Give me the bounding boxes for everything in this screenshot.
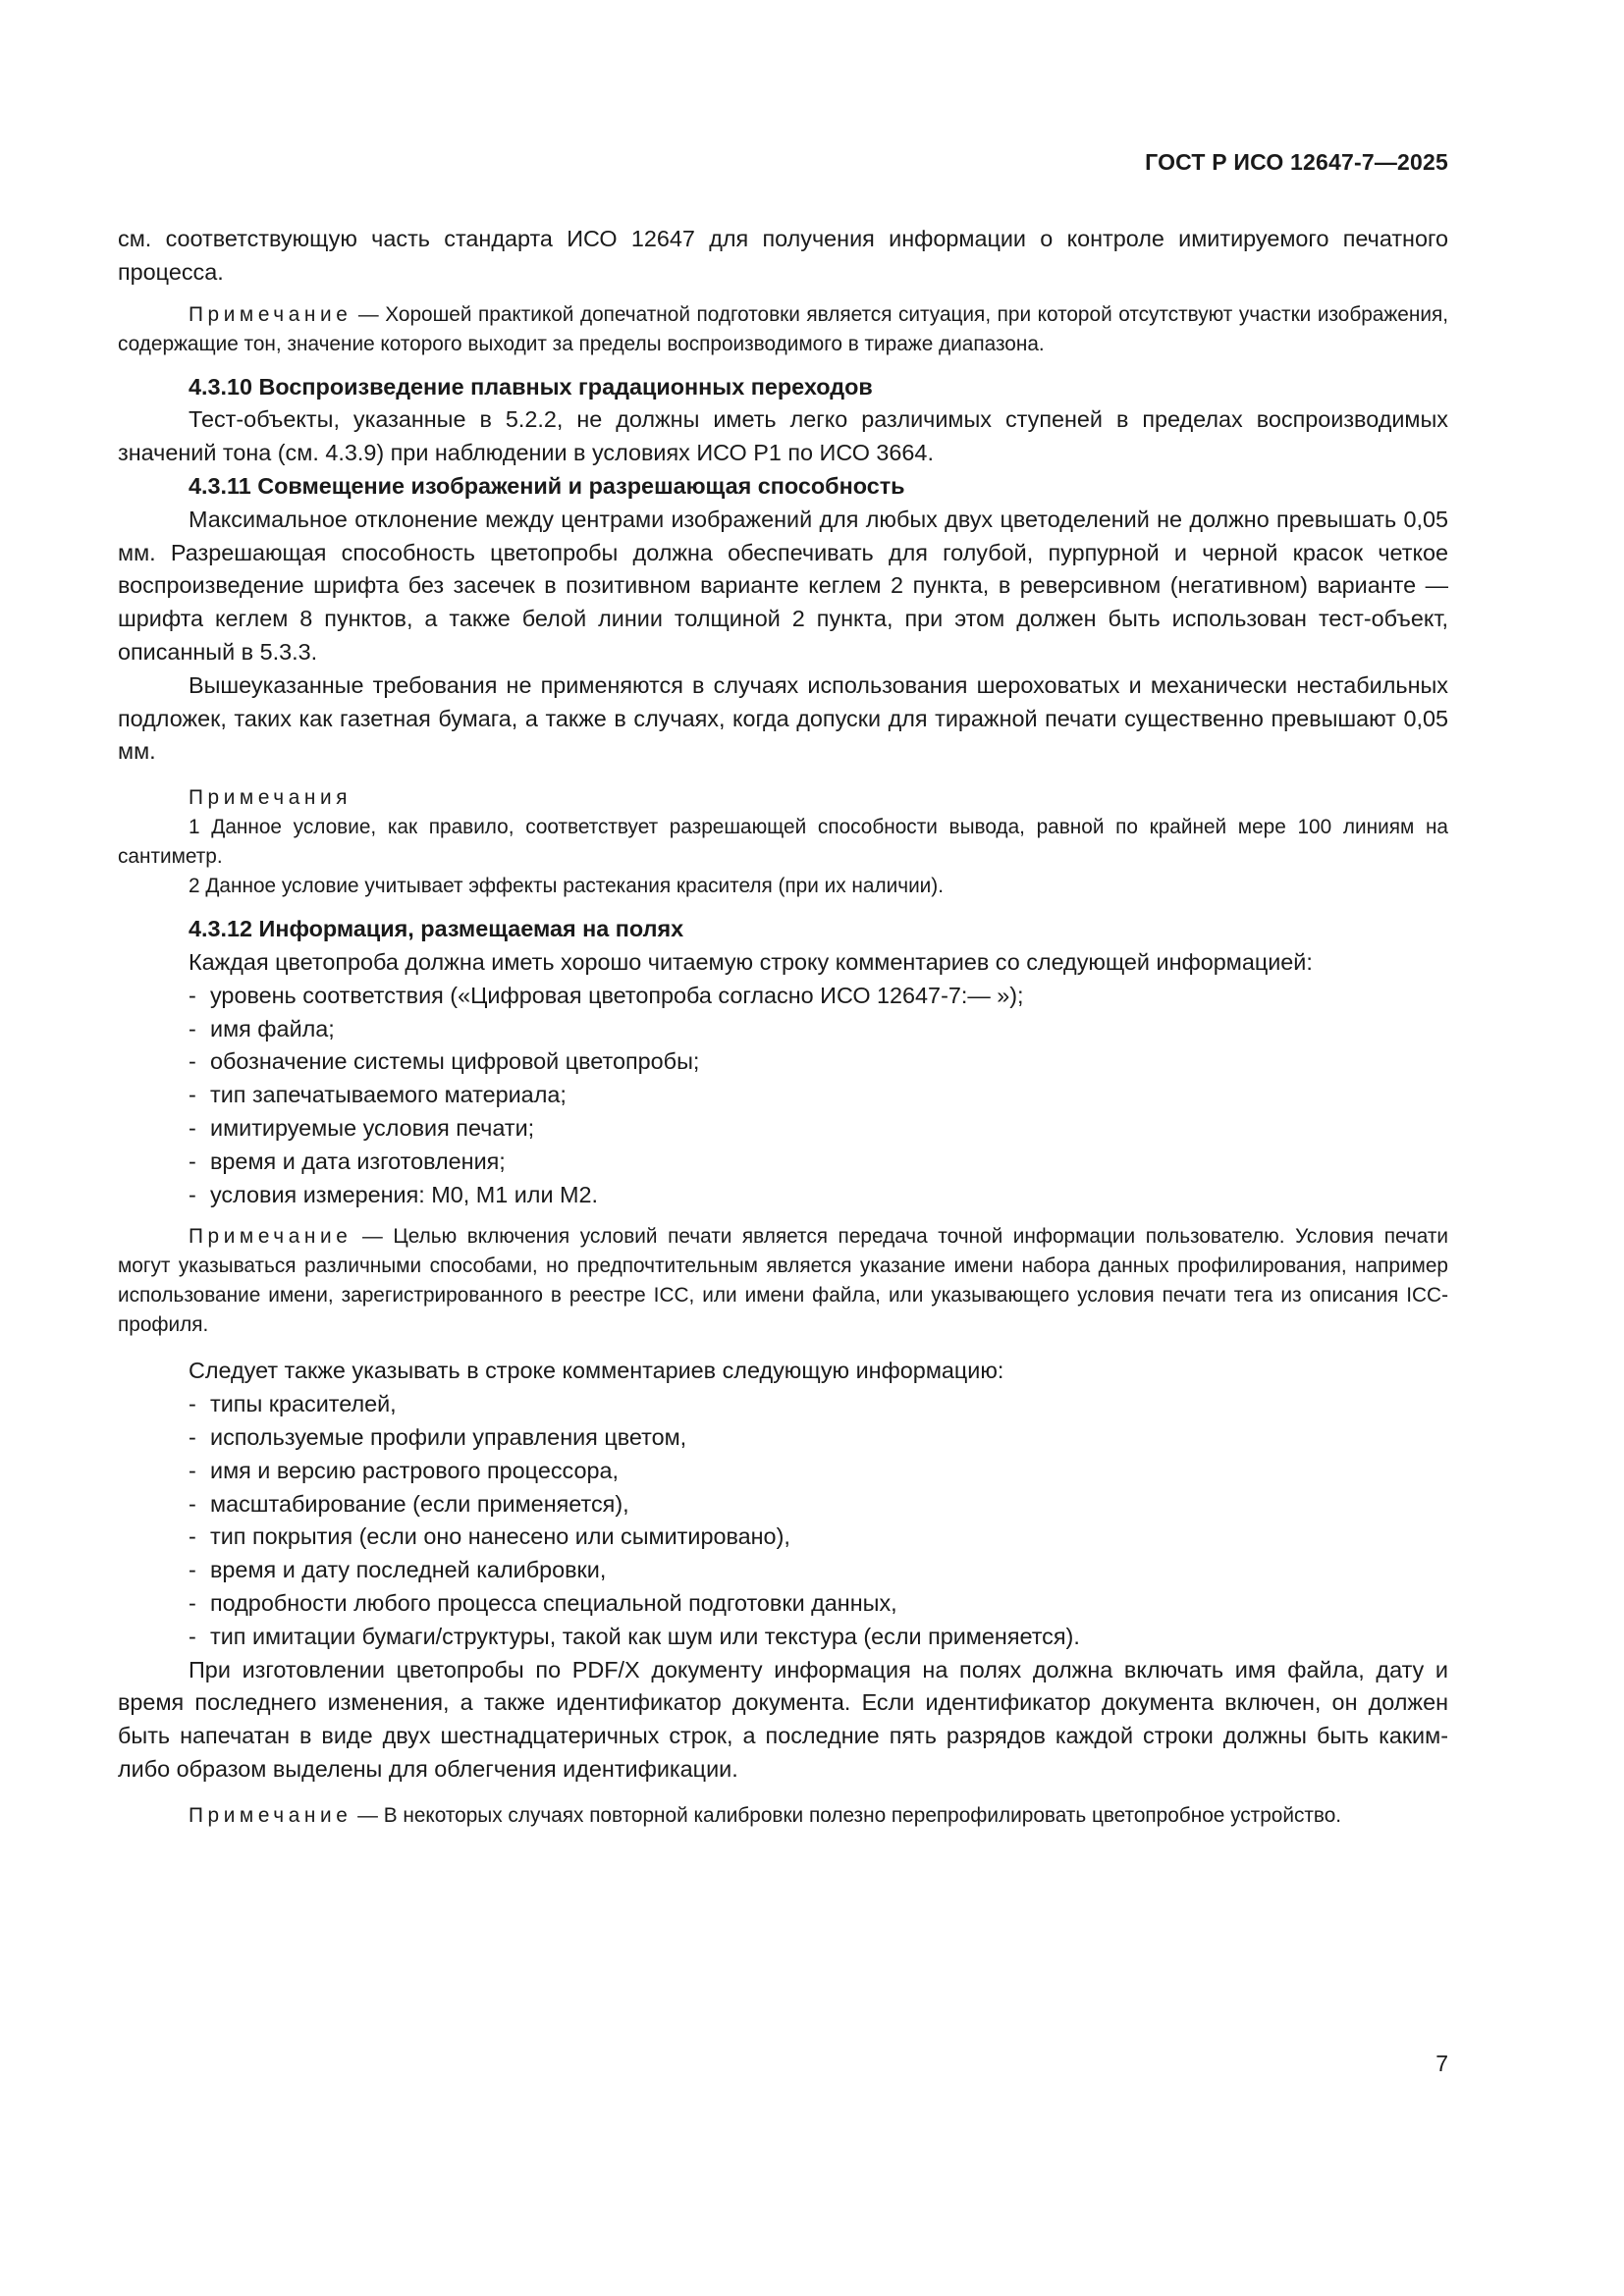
section-4-3-12-paragraph-2: Следует также указывать в строке комментариев следующую информацию: (189, 1358, 1004, 1384)
section-4-3-12-paragraph-1: Каждая цветопроба должна иметь хорошо читаемую строку комментариев со следующей информацией: (189, 948, 1313, 975)
page-content (118, 223, 1448, 1831)
list-item: - имя файла; (189, 1015, 335, 1041)
list-item: - имя и версию растрового процессора, (189, 1457, 620, 1483)
list-item: - подробности любого процесса специальной подготовки данных, (189, 1589, 897, 1616)
note-item-2: 2 Данное условие учитывает эффекты растекания красителя (при их наличии). (189, 875, 945, 898)
note-paragraph: Примечание — В некоторых случаях повторной калибровки полезно перепрофилировать цветопробное устройство. (189, 1803, 1342, 1827)
list-item: - время и дату последней калибровки, (189, 1557, 607, 1583)
list-item: - обозначение системы цифровой цветопробы; (189, 1048, 700, 1075)
note-label: Примечание (189, 1225, 352, 1249)
intro-paragraph: см. соответствующую часть стандарта ИСО 12647 для получения информации о контроле имитируемого печатного процесса. (118, 226, 1448, 285)
list-item: - типы красителей, (189, 1391, 397, 1417)
notes-label: Примечания (189, 786, 352, 810)
section-heading-4-3-11: 4.3.11 Совмещение изображений и разрешающая способность (189, 472, 905, 499)
section-4-3-11-paragraph-2: Вышеуказанные требования не применяются в случаях использования шероховатых и механически нестабильных подложек, таких как газетная бумага, а также в случаях, когда допуски для тиражной печати существенно превышают 0,05 мм. (118, 671, 1448, 765)
section-4-3-11-paragraph-1: Максимальное отклонение между центрами изображений для любых двух цветоделений не должно превышать 0,05 мм. Разрешающая способность цветопробы должна обеспечивать для голубой, пурпурной и черной красок четкое воспроизведение шрифта без засечек в позитивном варианте кеглем 2 пункта, в реверсивном (негативном) варианте — шрифта кеглем 8 пунктов, а также белой линии толщиной 2 пункта, при этом должен быть использован тест-объект, описанный в 5.3.3. (118, 506, 1448, 665)
document-page (118, 0, 1448, 2296)
note-item-1: 1 Данное условие, как правило, соответствует разрешающей способности вывода, равной по крайней мере 100 линиям на сантиметр. (118, 816, 1448, 869)
list-item: - условия измерения: М0, М1 или М2. (189, 1181, 599, 1207)
section-heading-4-3-12: 4.3.12 Информация, размещаемая на полях (189, 916, 684, 942)
section-4-3-12-paragraph-3: При изготовлении цветопробы по PDF/X документу информация на полях должна включать имя файла, дату и время последнего изменения, а также идентификатор документа. Если идентификатор документа включен, он должен быть напечатан в виде двух шестнадцатеричных строк, а последние пять разрядов каждой строки должны быть каким-либо образом выделены для облегчения идентификации. (118, 1656, 1448, 1782)
list-item: - тип запечатываемого материала; (189, 1082, 567, 1108)
list-item: - используемые профили управления цветом, (189, 1423, 687, 1450)
note-text: Хорошей практикой допечатной подготовки является ситуация, при которой отсутствуют участки изображения, содержащие тон, значение которого выходит за пределы воспроизводимого в тираже диапазона. (118, 302, 1448, 355)
section-heading-4-3-10: 4.3.10 Воспроизведение плавных градационных переходов (189, 373, 873, 400)
note-text: В некоторых случаях повторной калибровки полезно перепрофилировать цветопробное устройство. (383, 1803, 1342, 1827)
note-paragraph: Примечание — Хорошей практикой допечатной подготовки является ситуация, при которой отсутствуют участки изображения, содержащие тон, значение которого выходит за пределы воспроизводимого в тираже диапазона. (118, 302, 1448, 355)
list-item: - тип покрытия (если оно нанесено или сымитировано), (189, 1523, 790, 1550)
list-item: - время и дата изготовления; (189, 1148, 506, 1174)
list-item: - масштабирование (если применяется), (189, 1490, 629, 1517)
note-paragraph: Примечание — Целью включения условий печати является передача точной информации пользователю. Условия печати могут указываться различными способами, но предпочтительным является указание имени набора данных профилирования, например использование имени, зарегистрированного в реестре ICC, или имени файла, или указывающего условия печати тега из описания ICC-профиля. (118, 1225, 1448, 1337)
list-item: - тип имитации бумаги/структуры, такой как шум или текстура (если применяется). (189, 1623, 1080, 1649)
info-list-additional (118, 1388, 1448, 1653)
list-item: - уровень соответствия («Цифровая цветопроба согласно ИСО 12647-7:— »); (189, 982, 1024, 1008)
section-4-3-10-text: Тест-объекты, указанные в 5.2.2, не должны иметь легко различимых ступеней в пределах воспроизводимых значений тона (см. 4.3.9) при наблюдении в условиях ИСО Р1 по ИСО 3664. (118, 406, 1448, 466)
note-text: Целью включения условий печати является передача точной информации пользователю. Условия печати могут указываться различными способами, но предпочтительным является указание имени набора данных профилирования, например использование имени, зарегистрированного в реестре ICC, или имени файла, или указывающего условия печати тега из описания ICC-профиля. (118, 1225, 1448, 1337)
note-label: Примечание (189, 1803, 352, 1827)
page-number: 7 (1435, 2051, 1448, 2076)
list-item: - имитируемые условия печати; (189, 1114, 535, 1141)
note-label: Примечание (189, 302, 352, 326)
info-list-required (118, 980, 1448, 1212)
standard-designation: ГОСТ Р ИСО 12647-7—2025 (1145, 149, 1448, 175)
